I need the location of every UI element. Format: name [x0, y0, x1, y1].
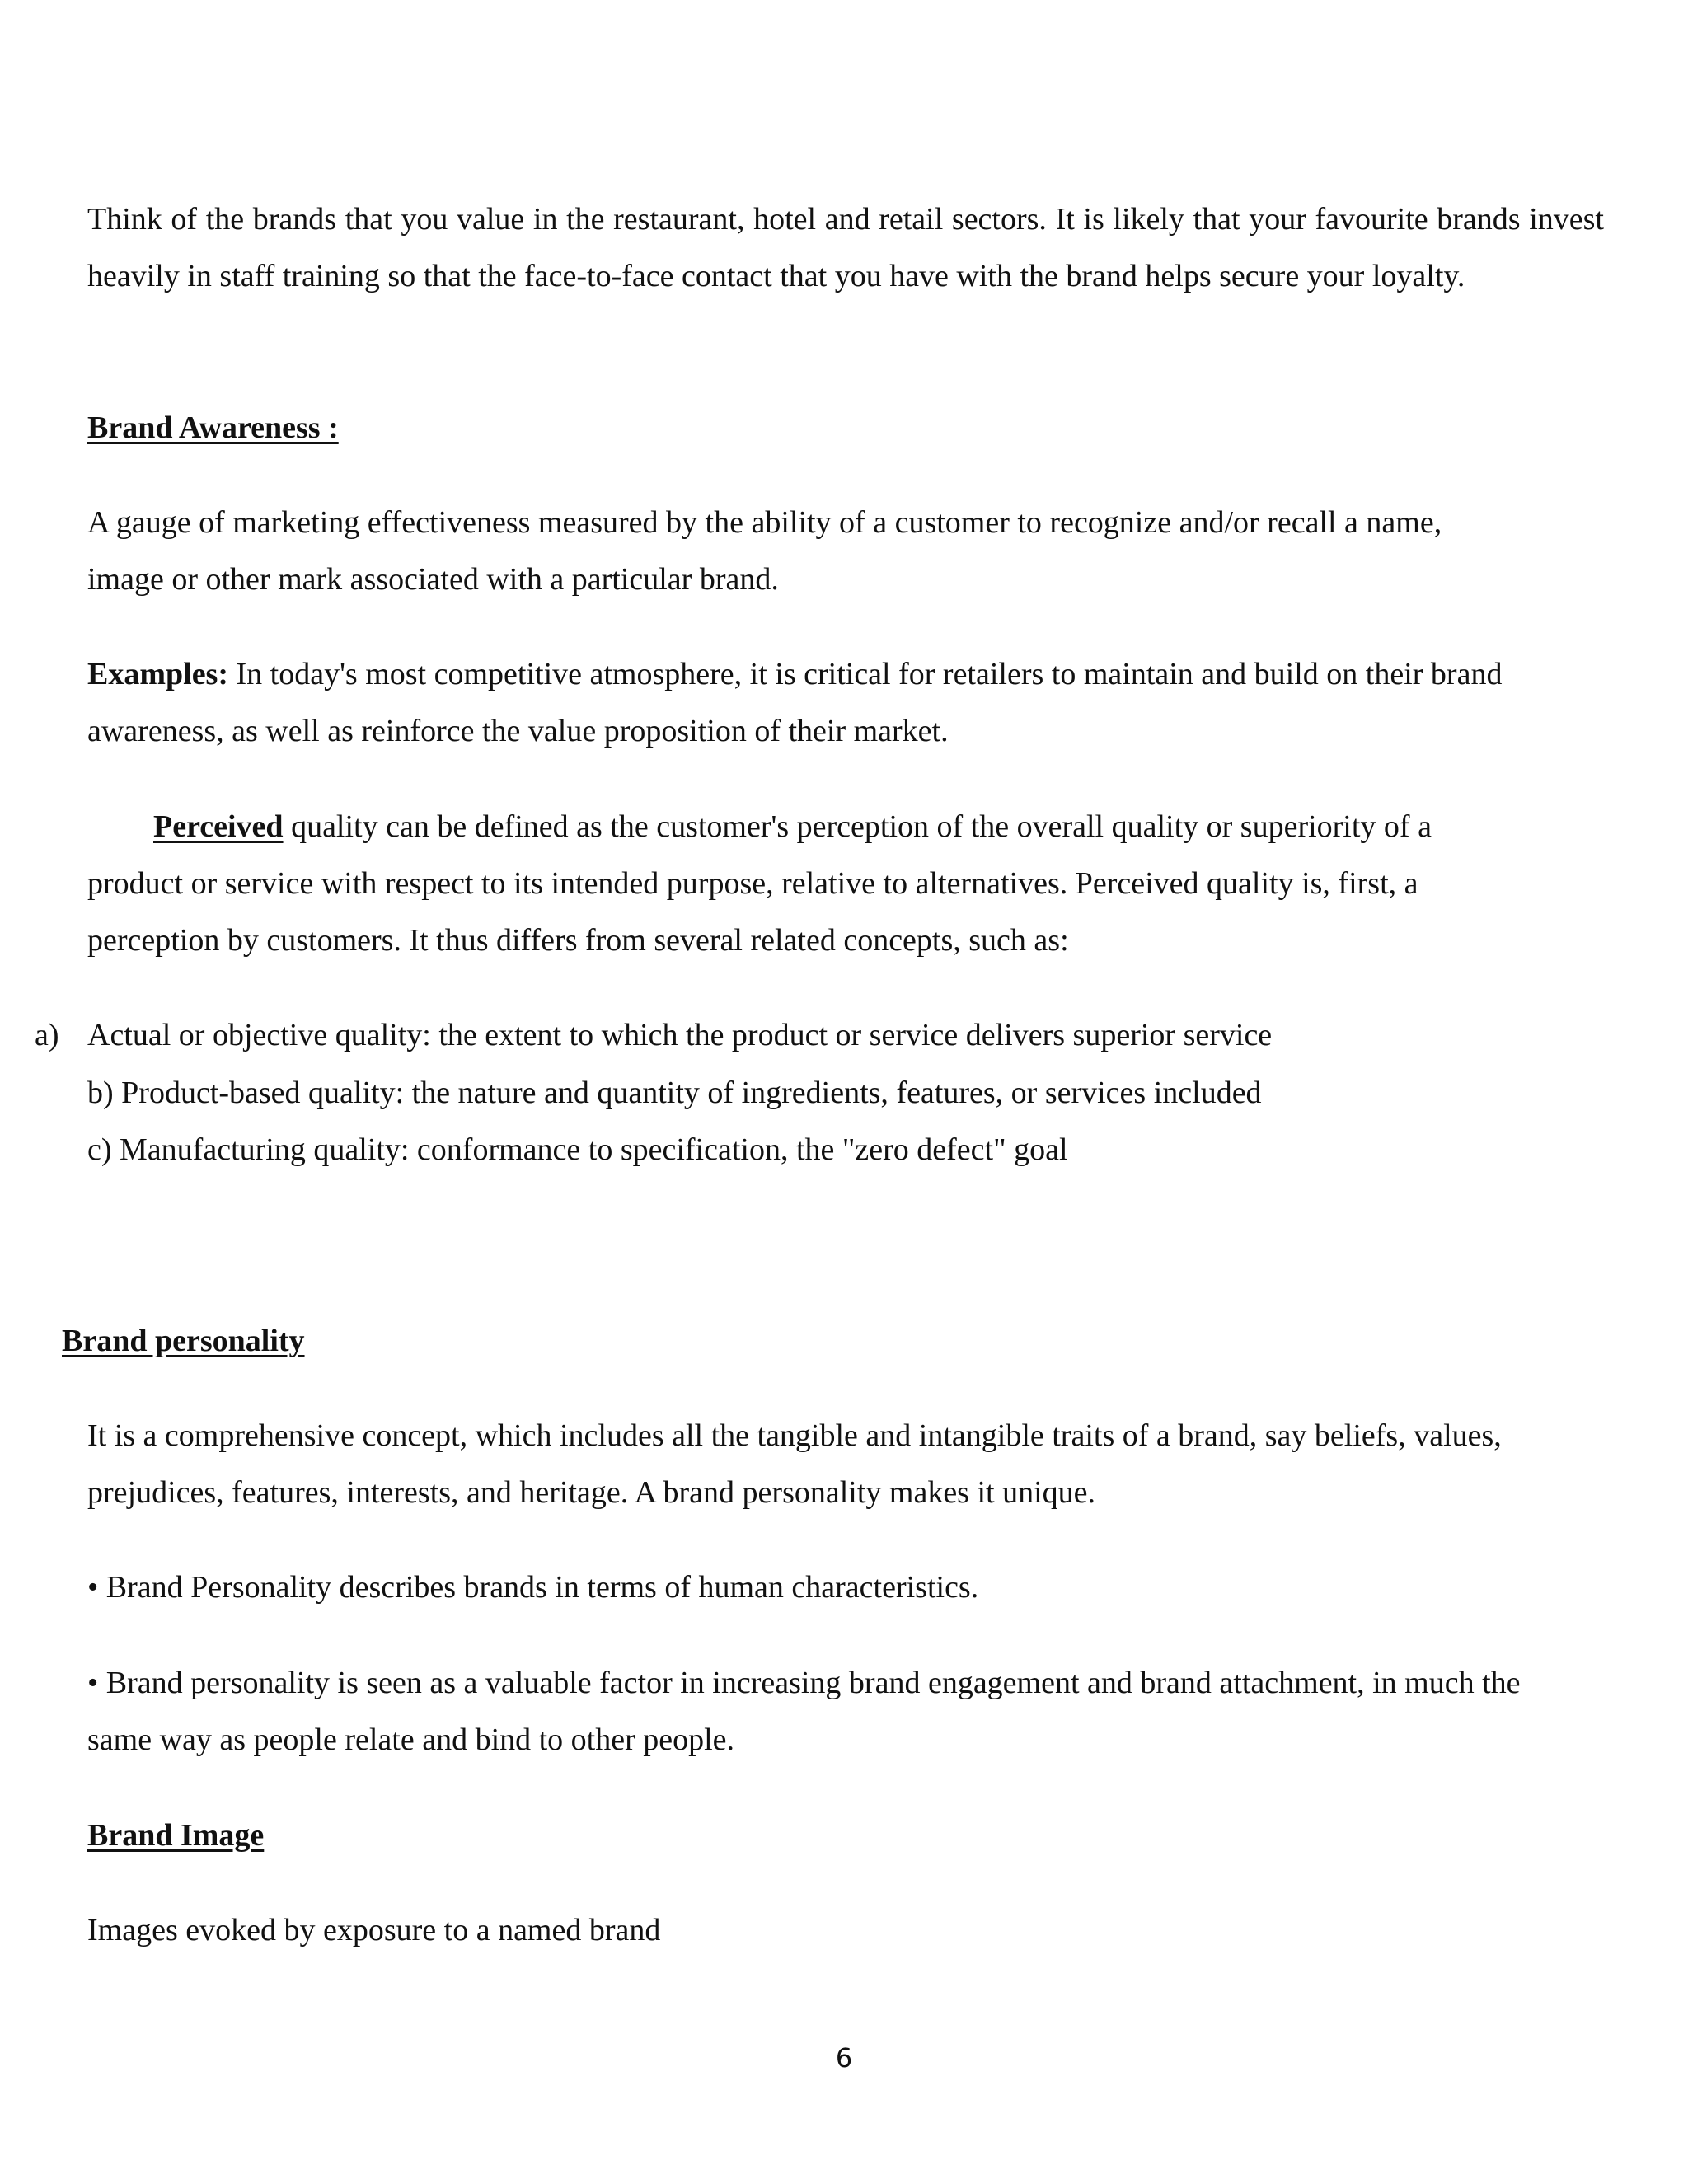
definition-line-2: image or other mark associated with a particular brand. [87, 562, 779, 597]
brand-image-heading: Brand Image [87, 1818, 265, 1853]
personality-bullet-2 [87, 1655, 1604, 1769]
brand-awareness-heading: Brand Awareness : [87, 410, 339, 445]
perceived-text-line-2: product or service with respect to its intended purpose, relative to alternatives. Perceived quality is, first, a [87, 866, 1418, 901]
examples-label: Examples: [87, 657, 228, 691]
brand-personality-paragraph [87, 1408, 1604, 1521]
brand-awareness-definition [87, 494, 1604, 608]
brand-image-text: Images evoked by exposure to a named brand [87, 1913, 661, 1947]
list-marker-a: a) [35, 1018, 59, 1052]
brand-personality-heading: Brand personality [62, 1324, 305, 1358]
examples-text-line-1: In today's most competitive atmosphere, it is critical for retailers to maintain and build on their brand [228, 657, 1503, 691]
examples-paragraph [87, 646, 1604, 760]
list-item: Actual or objective quality: the extent to which the product or service delivers superior service [87, 1018, 1273, 1052]
personality-line-1: It is a comprehensive concept, which includes all the tangible and intangible traits of a brand, say beliefs, values, [87, 1418, 1502, 1453]
definition-line-1: A gauge of marketing effectiveness measured by the ability of a customer to recognize and/or recall a name, [87, 505, 1442, 540]
bullet-2-line-1: • Brand personality is seen as a valuable factor in increasing brand engagement and brand attachment, in much the [87, 1666, 1521, 1700]
list-item: c) Manufacturing quality: conformance to specification, the "zero defect" goal [87, 1132, 1068, 1167]
perceived-text-line-3: perception by customers. It thus differs from several related concepts, such as: [87, 923, 1069, 958]
page-number: 6 [835, 2042, 853, 2074]
intro-paragraph: Think of the brands that you value in the restaurant, hotel and retail sectors. It is likely that your favourite brands invest heavily in staff training so that the face-to-face contact that you have with the brand helps secure your loyalty. [87, 202, 1604, 293]
perceived-text-line-1: quality can be defined as the customer's perception of the overall quality or superiority of a [283, 809, 1432, 844]
bullet-2-line-2: same way as people relate and bind to other people. [87, 1722, 735, 1757]
perceived-label: Perceived [153, 809, 284, 844]
list-item: b) Product-based quality: the nature and quantity of ingredients, features, or services included [87, 1076, 1262, 1110]
perceived-quality-paragraph [87, 799, 1604, 969]
personality-line-2: prejudices, features, interests, and heritage. A brand personality makes it unique. [87, 1475, 1096, 1510]
examples-text-line-2: awareness, as well as reinforce the value proposition of their market. [87, 714, 949, 748]
personality-bullet-1: • Brand Personality describes brands in terms of human characteristics. [87, 1570, 979, 1605]
